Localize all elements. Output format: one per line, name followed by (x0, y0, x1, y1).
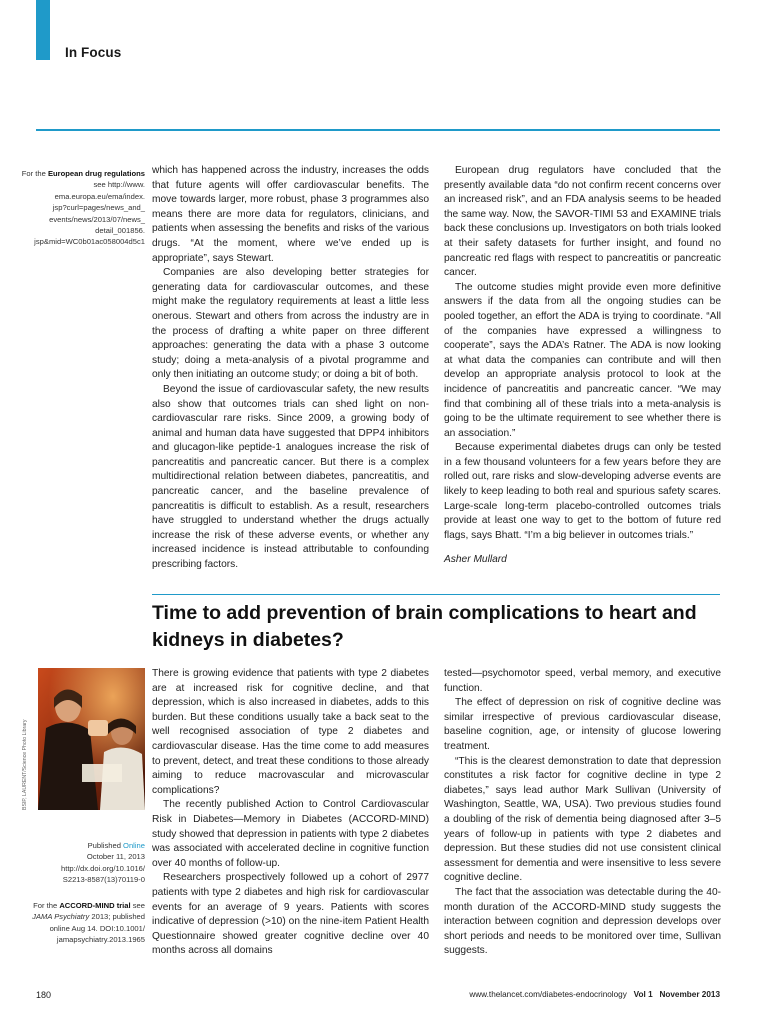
sidenote-drug-regulations: For the European drug regulations see http://www. ema.europa.eu/ema/index. jsp?curl=pages/news_and_ events/news/2013/07/news_ detail_001856. jsp&mid=WC0b01ac058004d5c1 (21, 169, 145, 247)
paragraph: The outcome studies might provide even more definitive answers if the data from all the ongoing studies can be pooled together, an effort the ADA is trying to coordinate. “All of the companies have expressed a willingness to cooperate”, says the ADA’s Ratner. The ADA is now looking at what data the companies can contribute and will then develop an appropriate analysis protocol to look at the incidence of pancreatitis and pancreatic cancer. “We may find that combining all of these trials into a meta-analysis is going to be the ultimate requirement to see whether there is an association.” (444, 281, 721, 439)
article1-column-right (444, 164, 721, 568)
footer-citation (469, 990, 720, 999)
sidenote-url-line[interactable]: events/news/2013/07/news_ (49, 214, 145, 224)
photo-credit: BSIP, LAURENT/Science Photo Library (22, 719, 28, 810)
paragraph: Because experimental diabetes drugs can only be tested in a few thousand volunteers for a few years before they are rolled out, rare risks and slow-developing adverse events are likely to keep leading to both real and spurious safety scares. Large-scale long-term placebo-controlled outcomes trials provide at least one way to get to the bottom of future red flags, says Bhatt. “I’m a big believer in outcomes trials.” (444, 442, 721, 541)
sidenote-url-line[interactable]: detail_001856. (95, 226, 145, 236)
paragraph: Beyond the issue of cardiovascular safety, the new results also show that outcomes trials can shed light on non-cardiovascular rare risks. Since 2009, a growing body of animal and human data have suggested that DPP4 inhibitors and glucagon-like peptide-1 analogues increase the risk of pancreatitis and pancreatic cancer. But there is a complex multidirectional relation between diabetes, pancreatitis, and pancreatic cancer, and the baseline prevalence of pancreatitis is difficult to establish. As a result, researchers have struggled to understand whether the drugs actually increase the risk of these adverse events, or whether any increased incidence is instead attributable to confounding prescribing factors. (152, 383, 429, 571)
article1-column-left (152, 164, 429, 573)
page-number: 180 (36, 990, 52, 1000)
paragraph: European drug regulators have concluded that the presently available data “do not confirm recent concerns over an increased risk”, and an FDA analysis seems to be headed the same way. Now, the SAVOR-TIMI 53 and EXAMINE trials back these conclusions up. Investigators on both trials looked at their safety datasets for further insight, and found no pancreatic red flags with respect to pancreatitis or pancreatic cancer. (444, 165, 721, 279)
sidenote-url-line[interactable]: jsp&mid=WC0b01ac058004d5c1 (34, 237, 145, 247)
article2-column-right (444, 667, 721, 959)
footer-url[interactable]: www.thelancet.com/diabetes-endocrinology (469, 990, 627, 999)
article-headline: Time to add prevention of brain complications to heart and kidneys in diabetes? (152, 602, 697, 651)
sidenote-published: Published Online October 11, 2013 http://dx.doi.org/10.1016/ S2213-8587(13)70119-0 (60, 841, 145, 885)
footer-volume: Vol 1 (633, 990, 653, 999)
sidenote-accord-mind: For the ACCORD-MIND trial see JAMA Psychiatry 2013; published online Aug 14. DOI:10.1001/ jamapsychiatry.2013.1965 (32, 901, 145, 945)
online-link[interactable]: Online (123, 841, 145, 850)
doi-link[interactable]: http://dx.doi.org/10.1016/ (60, 863, 145, 873)
paragraph: Companies are also developing better strategies for generating data for cardiovascular outcomes, and these might make the regulatory requirements at least a little less onerous. Stewart and others from across the industry are in the process of drafting a white paper on three different approaches: generating the data with a phase 3 outcome study; doing a meta-analysis of a pivotal programme and only then initiating an outcome study; or doing a bit of both. (152, 267, 429, 381)
header-accent-bar (36, 0, 50, 60)
section-label: In Focus (65, 45, 122, 60)
sidenote-url-line[interactable]: ema.europa.eu/ema/index. (54, 191, 145, 201)
headline-rule (152, 594, 720, 595)
paragraph: which has happened across the industry, increases the odds that future agents will offer cardiovascular benefits. The move towards larger, more robust, phase 3 programmes also means there are more data for regulators, clinicians, and patients when assessing the benefits and risks of the various drugs. “At the moment, where we’ve ended up is appropriate”, says Stewart. (152, 165, 429, 264)
footer-date: November 2013 (659, 990, 720, 999)
paragraph: tested—psychomotor speed, verbal memory, and executive function. (444, 668, 721, 694)
paragraph: The fact that the association was detectable during the 40-month duration of the ACCORD-MIND study suggests the interaction between cognition and depression develops over short periods and needs to be monitored over time, Sullivan suggests. (444, 886, 721, 957)
paragraph: The recently published Action to Control Cardiovascular Risk in Diabetes—Memory in Diabetes (ACCORD-MIND) study showed that depression in patients with type 2 diabetes was associated with accelerated decline in cognitive function over 40 months of follow-up. (152, 799, 429, 869)
author-byline: Asher Mullard (444, 554, 507, 566)
doi-link[interactable]: S2213-8587(13)70119-0 (62, 875, 145, 885)
paragraph: Researchers prospectively followed up a cohort of 2977 patients with type 2 diabetes and high risk for cardiovascular events for an average of 9 years. Patients with scores indicative of depression (>10) on the nine-item Patient Health Questionnaire showed greater cognitive decline over 40 months across all domains (152, 872, 429, 957)
doi-link[interactable]: jamapsychiatry.2013.1965 (56, 935, 145, 945)
header-rule (36, 129, 720, 131)
article-photo (38, 668, 145, 810)
paragraph: There is growing evidence that patients with type 2 diabetes are at increased risk for cognitive decline, and that depression, which is also increased in diabetes, adds to this burden. But these conditions usually take a back seat to the well recognised association of type 2 diabetes and cardiovascular disease. Has the time come to add measures to prevent, detect, and treat these conditions to those already aiming to reduce macrovascular and microvascular complications? (152, 668, 429, 796)
sidenote-url-line[interactable]: jsp?curl=pages/news_and_ (52, 203, 145, 213)
paragraph: “This is the clearest demonstration to date that depression constitutes a risk factor for cognitive decline in type 2 diabetes,” says lead author Mark Sullivan (University of Washington, Seattle, WA, USA). Two previous studies found a doubling of the risk of dementia being diagnosed after 3–5 years of follow-up in patients with type 2 diabetes and depression. But these studies did not use consistent clinical assessment for dementia and were insensitive to less severe cognitive decline. (444, 755, 721, 884)
paragraph: The effect of depression on risk of cognitive decline was similar irrespective of previous cardiovascular disease, baseline cognition, age, or intensity of glucose lowering treatment. (444, 697, 721, 752)
article2-column-left (152, 667, 429, 959)
